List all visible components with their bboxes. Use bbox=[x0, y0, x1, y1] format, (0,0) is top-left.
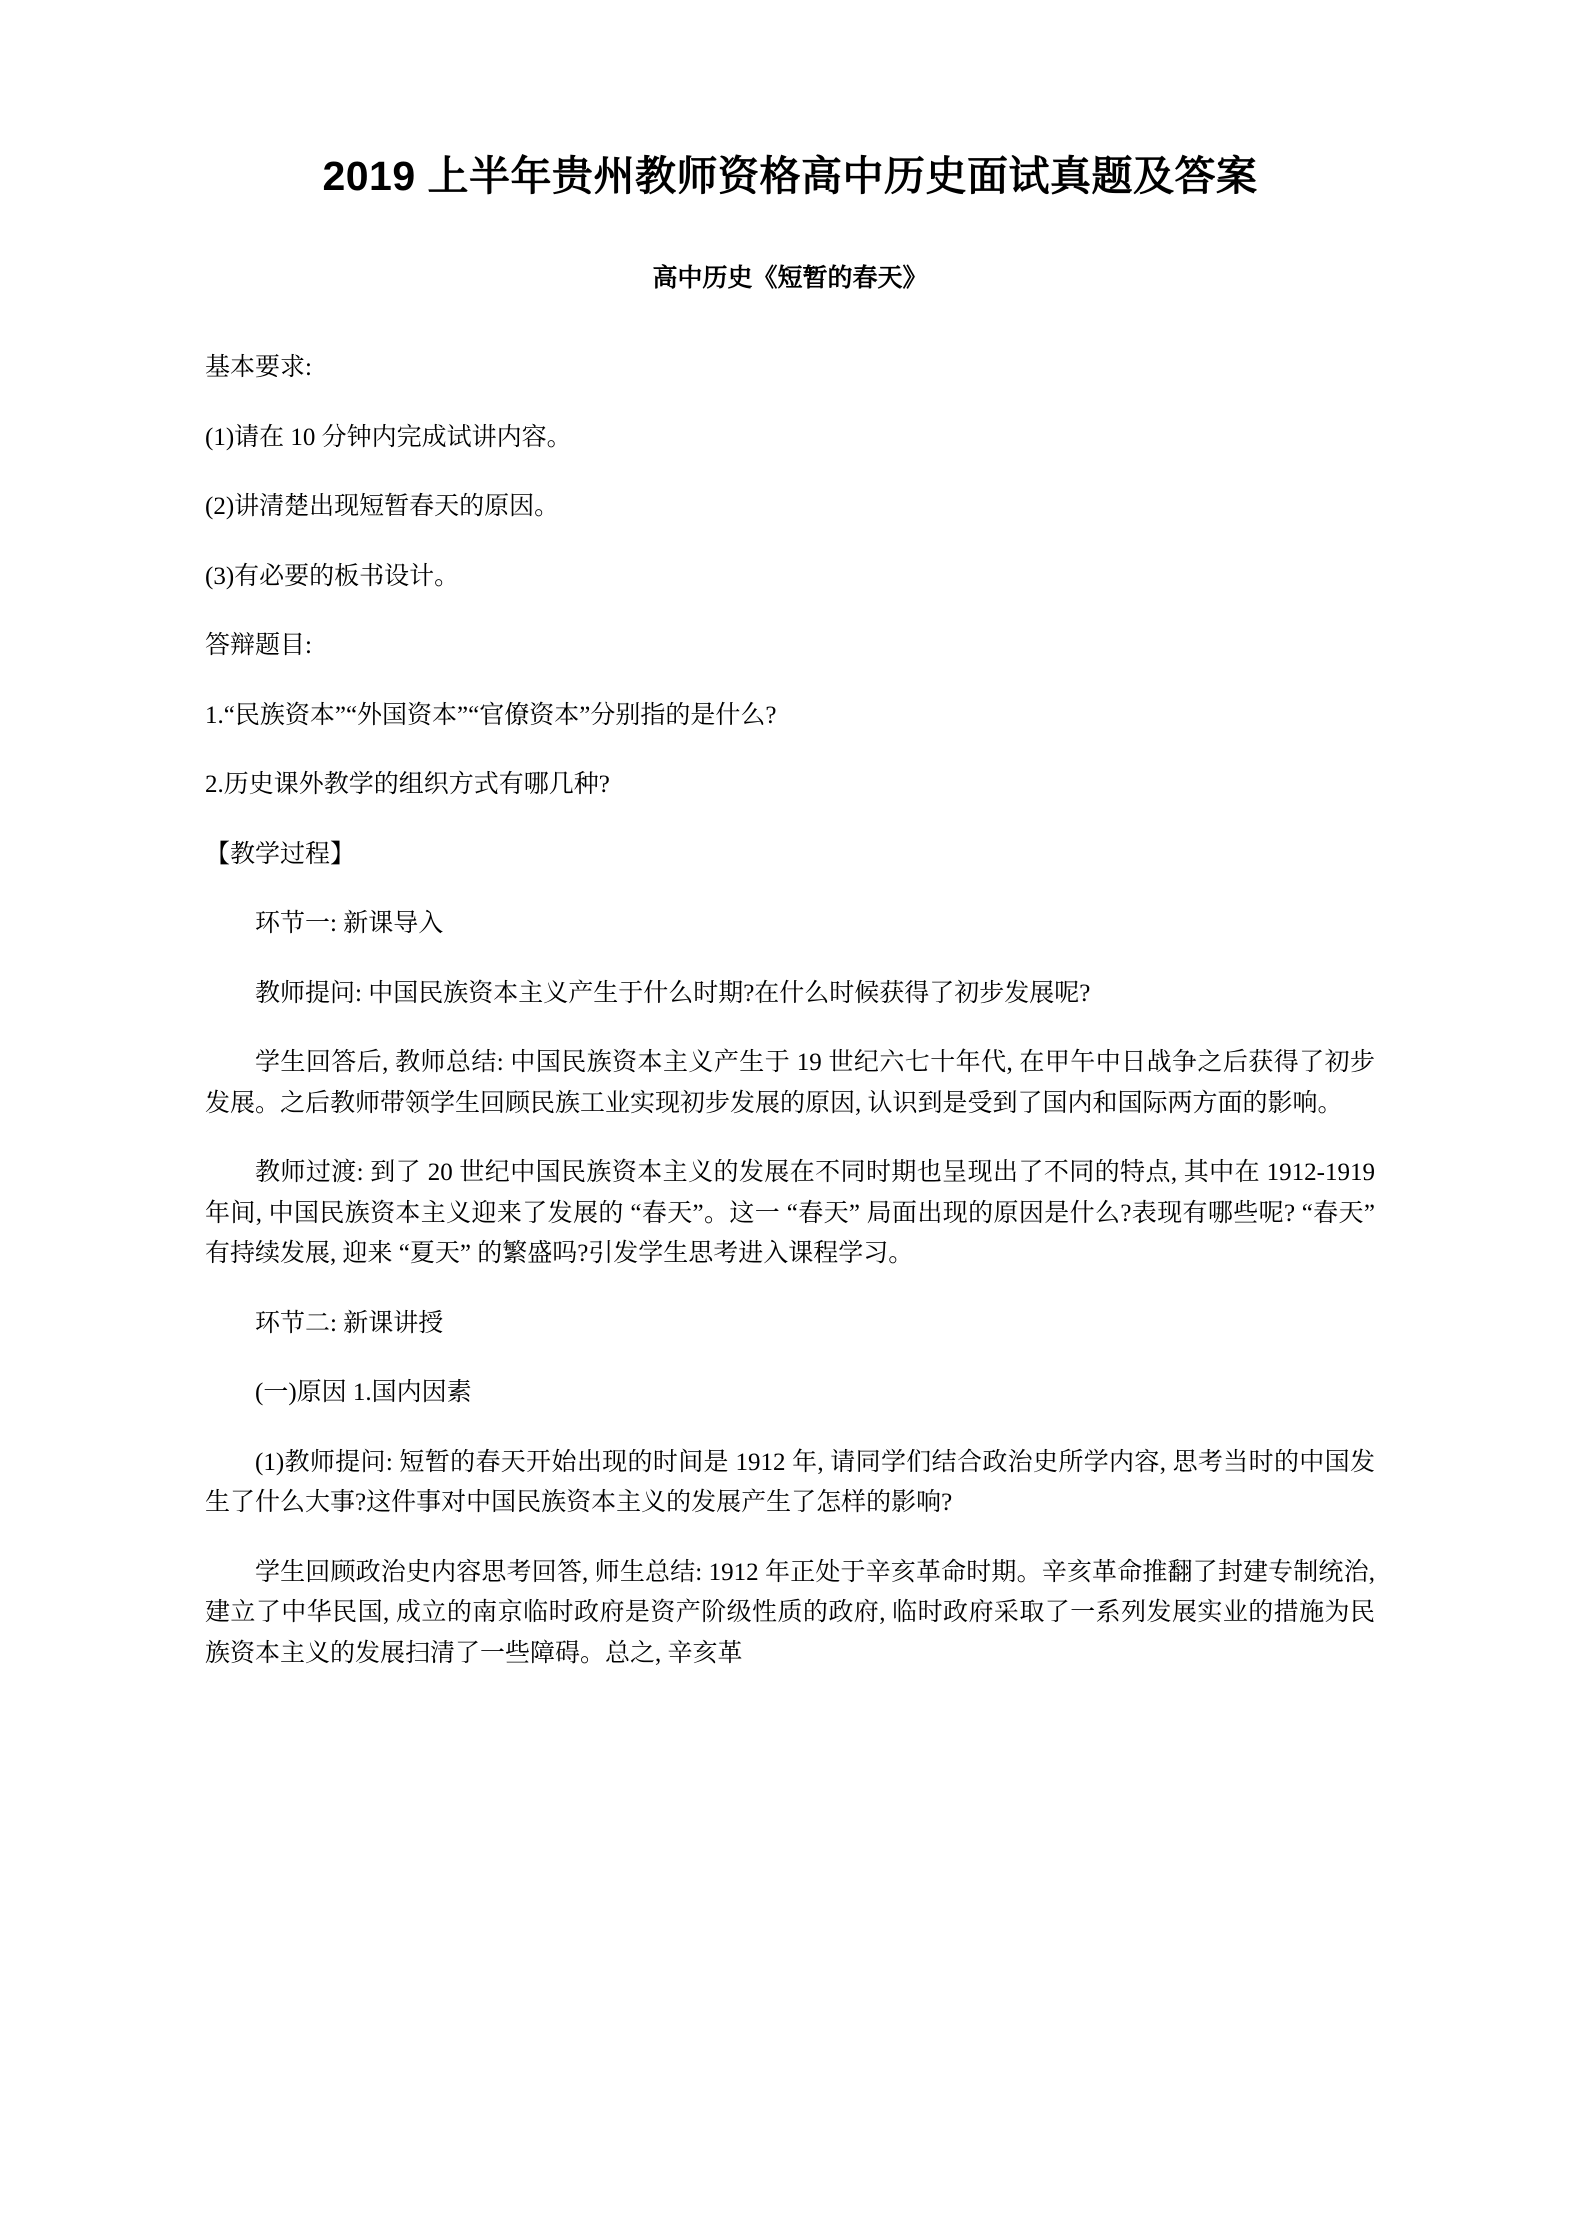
requirement-1: (1)请在 10 分钟内完成试讲内容。 bbox=[205, 423, 572, 451]
teacher-question-intro: 教师提问: 中国民族资本主义产生于什么时期?在什么时候获得了初步发展呢? bbox=[255, 979, 1091, 1007]
teaching-process-heading: 【教学过程】 bbox=[205, 840, 356, 868]
defense-question-2: 2.历史课外教学的组织方式有哪几种? bbox=[205, 771, 610, 799]
part-one-heading: (一)原因 1.国内因素 bbox=[255, 1379, 472, 1407]
defense-question-1: 1.“民族资本”“外国资本”“官僚资本”分别指的是什么? bbox=[205, 701, 777, 729]
student-review-summary: 学生回顾政治史内容思考回答, 师生总结: 1912 年正处于辛亥革命时期。辛亥革命推翻了封建专制统治, 建立了中华民国, 成立的南京临时政府是资产阶级性质的政府, 临时政府采取了一系列发展实业的措施为民族资本主义的发展扫清了一些障碍。总之, 辛亥革 bbox=[205, 1558, 1375, 1667]
teacher-question-1912: (1)教师提问: 短暂的春天开始出现的时间是 1912 年, 请同学们结合政治史所学内容, 思考当时的中国发生了什么大事?这件事对中国民族资本主义的发展产生了怎样的影响? bbox=[205, 1448, 1375, 1517]
requirement-2: (2)讲清楚出现短暂春天的原因。 bbox=[205, 493, 560, 521]
defense-questions-heading: 答辩题目: bbox=[205, 632, 312, 660]
student-answer-summary: 学生回答后, 教师总结: 中国民族资本主义产生于 19 世纪六七十年代, 在甲午中日战争之后获得了初步发展。之后教师带领学生回顾民族工业实现初步发展的原因, 认识到是受到了国内和国际两方面的影响。 bbox=[205, 1049, 1375, 1117]
teacher-transition: 教师过渡: 到了 20 世纪中国民族资本主义的发展在不同时期也呈现出了不同的特点, 其中在 1912-1919 年间, 中国民族资本主义迎来了发展的 “春天”。这一 “春天” 局面出现的原因是什么?表现有哪些呢? “春天” 有持续发展, 迎来 “夏天” 的繁盛吗?引发学生思考进入课程学习。 bbox=[205, 1159, 1375, 1268]
page-title: 2019 上半年贵州教师资格高中历史面试真题及答案 bbox=[322, 153, 1258, 199]
section-one-heading: 环节一: 新课导入 bbox=[255, 910, 444, 938]
section-two-heading: 环节二: 新课讲授 bbox=[255, 1309, 444, 1337]
requirement-3: (3)有必要的板书设计。 bbox=[205, 562, 460, 590]
page-subtitle: 高中历史《短暂的春天》 bbox=[652, 264, 928, 293]
basic-requirements-heading: 基本要求: bbox=[205, 354, 312, 382]
